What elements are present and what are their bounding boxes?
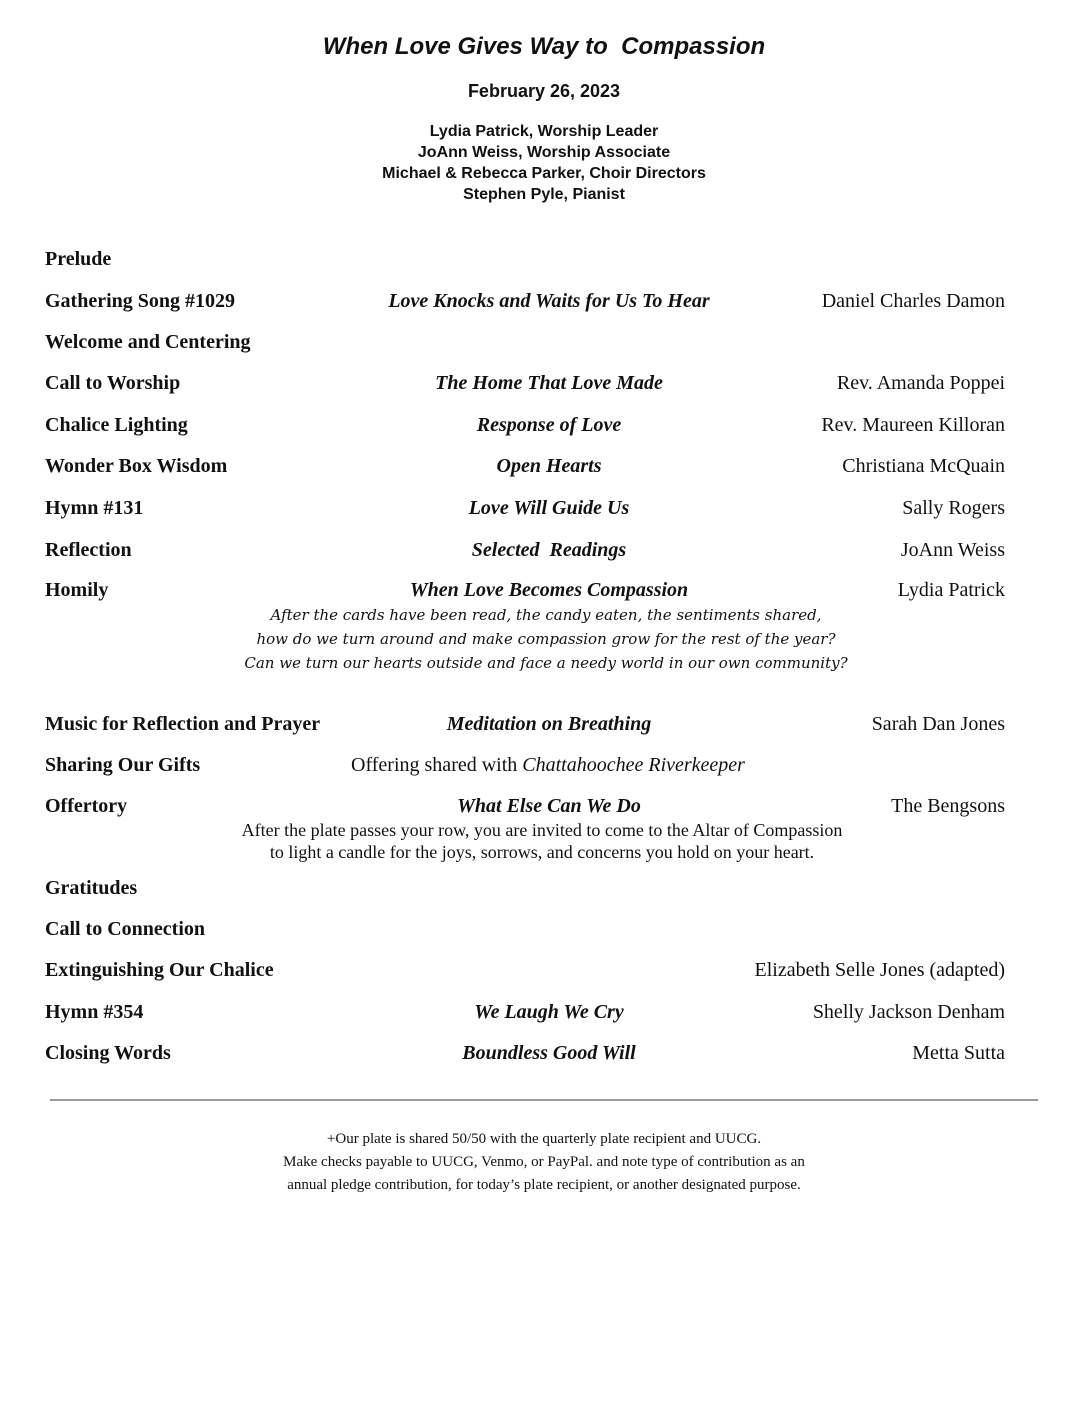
section-divider — [50, 1099, 1038, 1101]
piece-title: Love Will Guide Us — [468, 497, 630, 519]
leader-line: JoAnn Weiss, Worship Associate — [417, 144, 671, 161]
order-row-homily — [0, 577, 1088, 603]
footer-line: annual pledge contribution, for today’s plate recipient, or another designated purpose. — [287, 1177, 801, 1193]
piece-author: JoAnn Weiss — [900, 539, 1005, 561]
order-label: Homily — [45, 579, 109, 601]
leader-line: Stephen Pyle, Pianist — [463, 186, 625, 203]
order-label: Hymn #354 — [45, 1001, 144, 1023]
piece-author: Rev. Maureen Killoran — [821, 414, 1005, 436]
leader-line: Michael & Rebecca Parker, Choir Directors — [382, 165, 706, 182]
order-label: Extinguishing Our Chalice — [45, 959, 274, 981]
description-line: After the plate passes your row, you are invited to come to the Altar of Compassion — [241, 820, 843, 840]
piece-title: Response of Love — [476, 414, 622, 436]
service-date: February 26, 2023 — [467, 81, 621, 101]
order-label: Sharing Our Gifts — [45, 754, 201, 776]
order-row-welcome — [0, 329, 1088, 355]
piece-title: Selected Readings — [471, 539, 627, 561]
order-row-closing-words — [0, 1040, 1088, 1066]
piece-author: Elizabeth Selle Jones (adapted) — [754, 959, 1005, 981]
order-label: Wonder Box Wisdom — [45, 455, 228, 477]
order-row-offertory — [0, 793, 1088, 819]
piece-author: Lydia Patrick — [897, 579, 1005, 601]
order-row-reflection — [0, 537, 1088, 563]
leader-line: Lydia Patrick, Worship Leader — [429, 123, 659, 140]
footer-line: +Our plate is shared 50/50 with the quarterly plate recipient and UUCG. — [326, 1131, 762, 1147]
description-line: Can we turn our hearts outside and face a needy world in our own community? — [244, 654, 848, 672]
order-label: Hymn #131 — [45, 497, 144, 519]
service-leaders — [0, 121, 1088, 205]
piece-title: The Home That Love Made — [435, 372, 663, 394]
order-row-gratitudes — [0, 875, 1088, 901]
order-label: Welcome and Centering — [45, 331, 251, 353]
footer-line: Make checks payable to UUCG, Venmo, or PayPal. and note type of contribution as an — [283, 1154, 805, 1170]
order-row-extinguishing — [0, 957, 1088, 983]
offering-recipient: Chattahoochee Riverkeeper — [522, 754, 745, 776]
piece-title: We Laugh We Cry — [474, 1001, 624, 1023]
piece-author: Shelly Jackson Denham — [812, 1001, 1005, 1023]
order-label: Closing Words — [45, 1042, 171, 1064]
homily-description — [0, 603, 1088, 675]
piece-title: Meditation on Breathing — [446, 713, 652, 735]
footer-note — [0, 1128, 1088, 1197]
order-row-sharing-gifts — [0, 752, 1088, 778]
page-title: When Love Gives Way to Compassion — [322, 33, 766, 60]
order-label: Offertory — [45, 795, 128, 817]
order-row-call-to-worship — [0, 370, 1088, 396]
order-label: Music for Reflection and Prayer — [45, 713, 321, 735]
piece-author: Metta Sutta — [912, 1042, 1005, 1064]
order-label: Prelude — [45, 248, 112, 270]
offertory-description — [0, 819, 1084, 863]
order-row-gathering-song — [0, 288, 1088, 314]
description-line: After the cards have been read, the candy eaten, the sentiments shared, — [270, 606, 822, 624]
order-row-call-to-connection — [0, 916, 1088, 942]
piece-author: The Bengsons — [891, 795, 1005, 817]
offering-note — [0, 752, 1088, 778]
piece-title: Open Hearts — [496, 455, 602, 477]
offering-prefix: Offering shared with — [351, 754, 523, 776]
piece-author: Daniel Charles Damon — [821, 290, 1005, 312]
order-label: Gathering Song #1029 — [45, 290, 236, 312]
description-line: how do we turn around and make compassion grow for the rest of the year? — [256, 630, 836, 648]
piece-author: Sally Rogers — [902, 497, 1005, 519]
piece-author: Christiana McQuain — [842, 455, 1005, 477]
piece-title: Boundless Good Will — [462, 1042, 636, 1064]
order-label: Chalice Lighting — [45, 414, 188, 436]
piece-title: Love Knocks and Waits for Us To Hear — [388, 290, 710, 312]
piece-author: Rev. Amanda Poppei — [836, 372, 1005, 394]
piece-title: When Love Becomes Compassion — [409, 579, 689, 601]
order-label: Gratitudes — [45, 877, 138, 899]
order-row-chalice-lighting — [0, 412, 1088, 438]
order-label: Reflection — [45, 539, 132, 561]
order-row-hymn-131 — [0, 495, 1088, 521]
order-row-wonder-box — [0, 453, 1088, 479]
order-row-prelude — [0, 246, 1088, 272]
order-row-music-reflection — [0, 711, 1088, 737]
order-label: Call to Connection — [45, 918, 205, 940]
order-label: Call to Worship — [45, 372, 181, 394]
piece-title: What Else Can We Do — [457, 795, 641, 817]
order-row-hymn-354 — [0, 999, 1088, 1025]
piece-author: Sarah Dan Jones — [871, 713, 1005, 735]
description-line: to light a candle for the joys, sorrows, and concerns you hold on your heart. — [269, 842, 815, 862]
